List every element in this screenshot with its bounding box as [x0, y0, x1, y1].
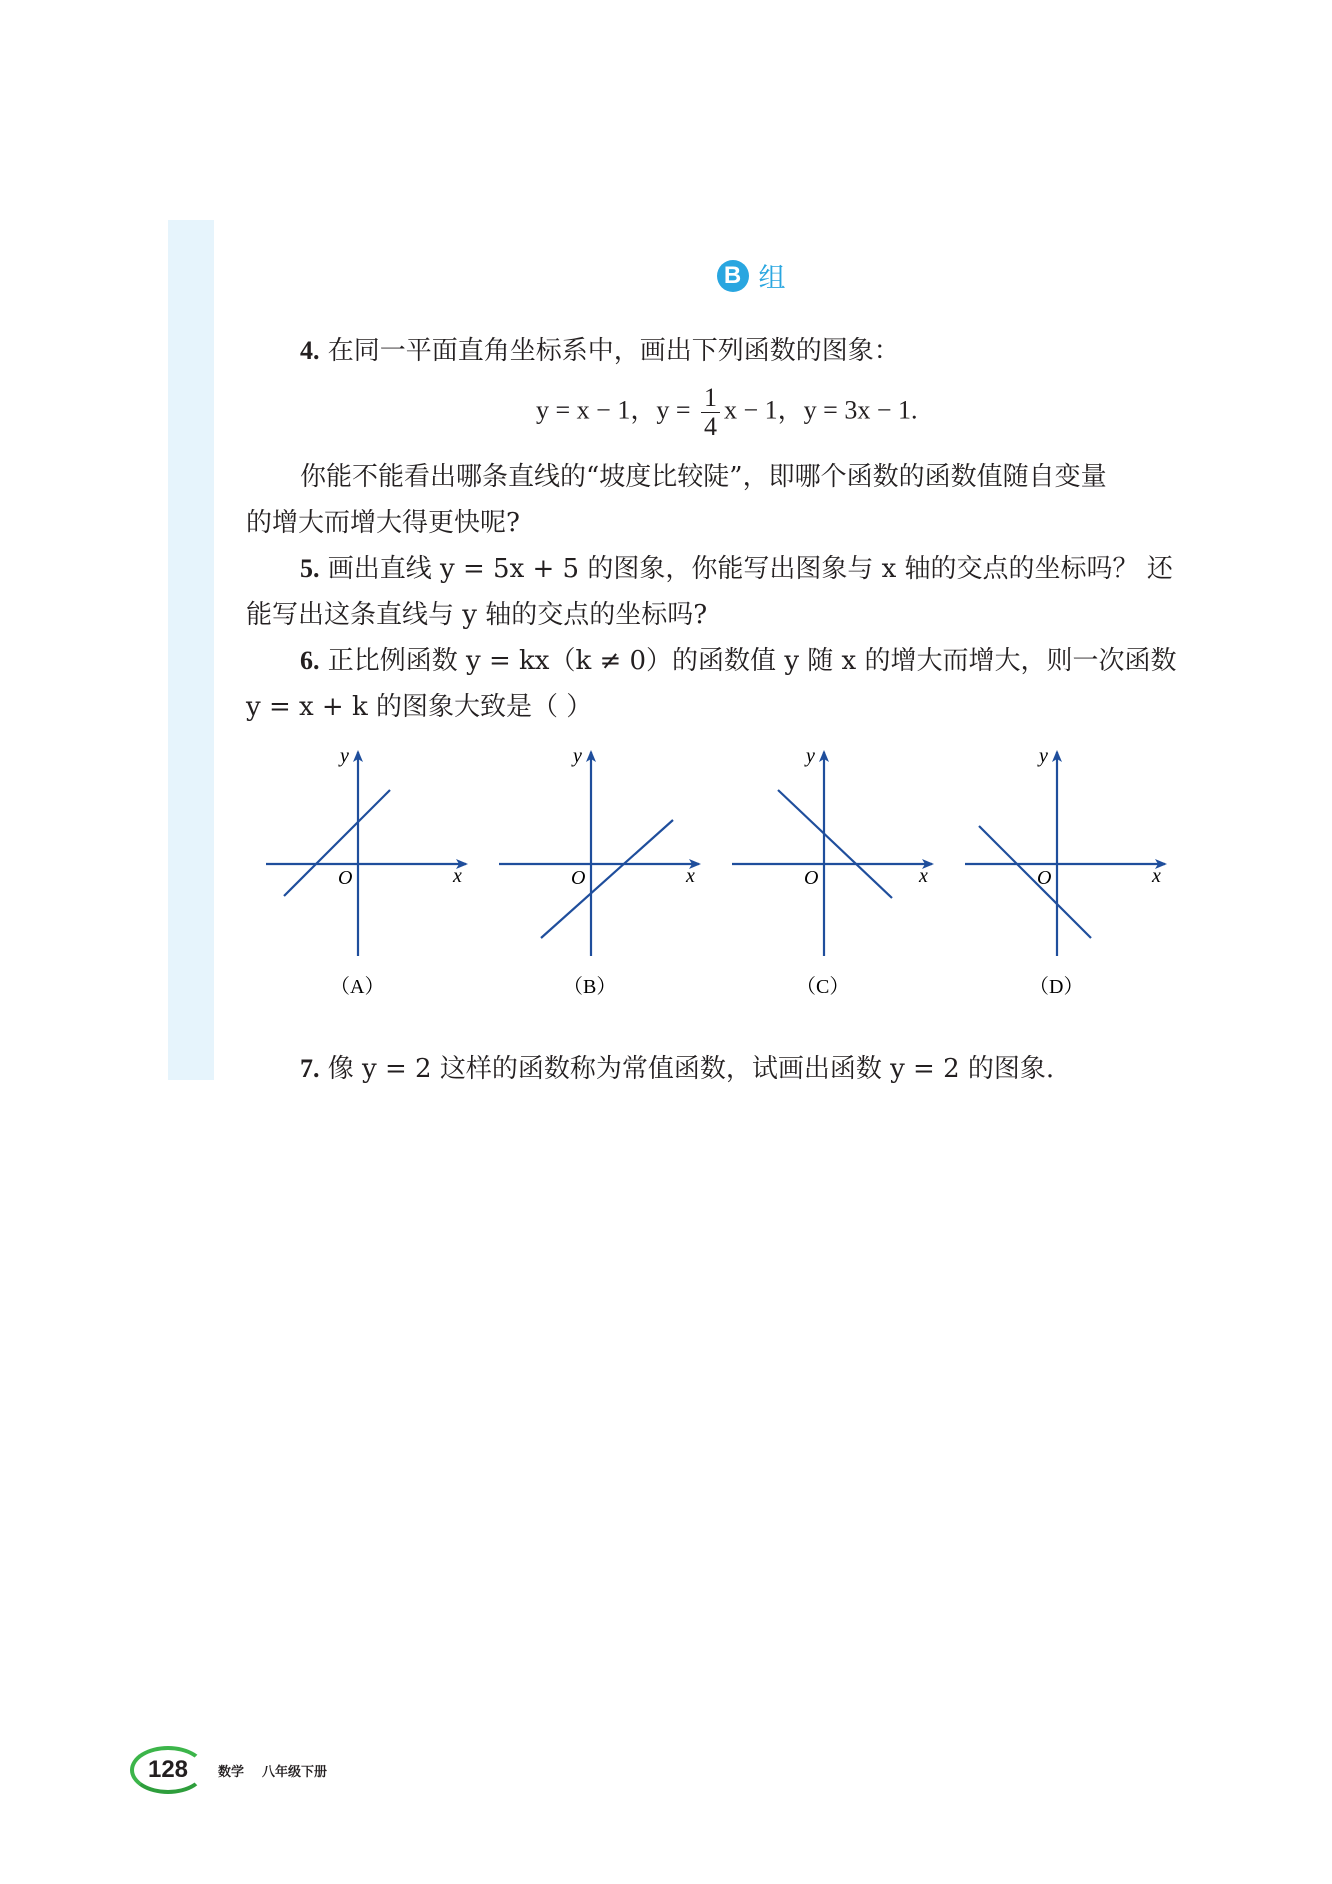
footer-subject: 数学: [218, 1764, 245, 1780]
option-c-label: （C）: [796, 976, 850, 998]
formula-fraction: [701, 384, 720, 441]
question-5: [300, 554, 1173, 584]
option-b-label: （B）: [563, 976, 617, 998]
function-line: [979, 826, 1091, 938]
footer-book-info: [218, 1761, 345, 1780]
function-line: [541, 820, 673, 938]
question-4-text: 在同一平面直角坐标系中，画出下列函数的图象：: [319, 336, 900, 366]
function-line: [778, 790, 892, 898]
side-band: [168, 220, 214, 1080]
question-7-number: 7.: [300, 1054, 320, 1083]
question-5-number: 5.: [300, 554, 320, 583]
group-badge-icon: B: [717, 260, 749, 292]
origin-label: O: [571, 867, 586, 889]
question-6-number: 6.: [300, 646, 320, 675]
question-6-line1: 正比例函数 y = kx（k ≠ 0）的函数值 y 随 x 的增大而增大，则一次函数: [319, 646, 1177, 676]
group-title: 组: [758, 263, 786, 294]
group-header: [0, 256, 1332, 295]
answer-figures: [250, 740, 1210, 1014]
option-d-figure[interactable]: [965, 745, 1165, 998]
y-axis-label: y: [573, 745, 582, 767]
formula-part2: x − 1，y = 3x − 1.: [724, 395, 918, 425]
origin-label: O: [804, 867, 819, 889]
origin-label: O: [1037, 867, 1052, 889]
function-line: [284, 790, 390, 896]
question-5-line1: 画出直线 y = 5x + 5 的图象，你能写出图象与 x 轴的交点的坐标吗？ 还: [319, 554, 1173, 584]
option-a-label: （A）: [330, 976, 385, 998]
x-axis-label: x: [919, 865, 928, 887]
page-number-badge: 128: [130, 1746, 206, 1794]
origin-label: O: [338, 867, 353, 889]
x-axis-label: x: [1152, 865, 1161, 887]
option-d-label: （D）: [1029, 976, 1084, 998]
y-axis-label: y: [1039, 745, 1048, 767]
question-5-line2: 能写出这条直线与 y 轴的交点的坐标吗?: [246, 600, 708, 630]
option-b-figure[interactable]: [499, 745, 699, 998]
question-6: [300, 646, 1176, 676]
question-4-formula: [536, 384, 918, 441]
y-axis-label: y: [340, 745, 349, 767]
option-a-figure[interactable]: [266, 745, 466, 998]
question-7-text: 像 y = 2 这样的函数称为常值函数，试画出函数 y = 2 的图象.: [319, 1054, 1055, 1084]
x-axis-label: x: [453, 865, 462, 887]
answer-figures-svg: [250, 740, 1210, 1010]
formula-part1: y = x − 1，y =: [536, 395, 697, 425]
question-6-line2: y = x + k 的图象大致是（ ）: [246, 692, 593, 722]
page-footer: [130, 1746, 345, 1794]
y-axis-label: y: [806, 745, 815, 767]
footer-grade: 八年级下册: [262, 1764, 328, 1780]
question-4-number: 4.: [300, 336, 320, 365]
x-axis-label: x: [686, 865, 695, 887]
fraction-denominator: 4: [704, 412, 717, 441]
fraction-numerator: 1: [701, 384, 720, 413]
question-4: [300, 336, 900, 366]
question-7: [300, 1054, 1054, 1084]
question-4-followup-line2: 的增大而增大得更快呢?: [246, 508, 520, 538]
question-4-followup-line1: 你能不能看出哪条直线的“坡度比较陡”，即哪个函数的函数值随自变量: [300, 462, 1107, 492]
option-c-figure[interactable]: [732, 745, 932, 998]
